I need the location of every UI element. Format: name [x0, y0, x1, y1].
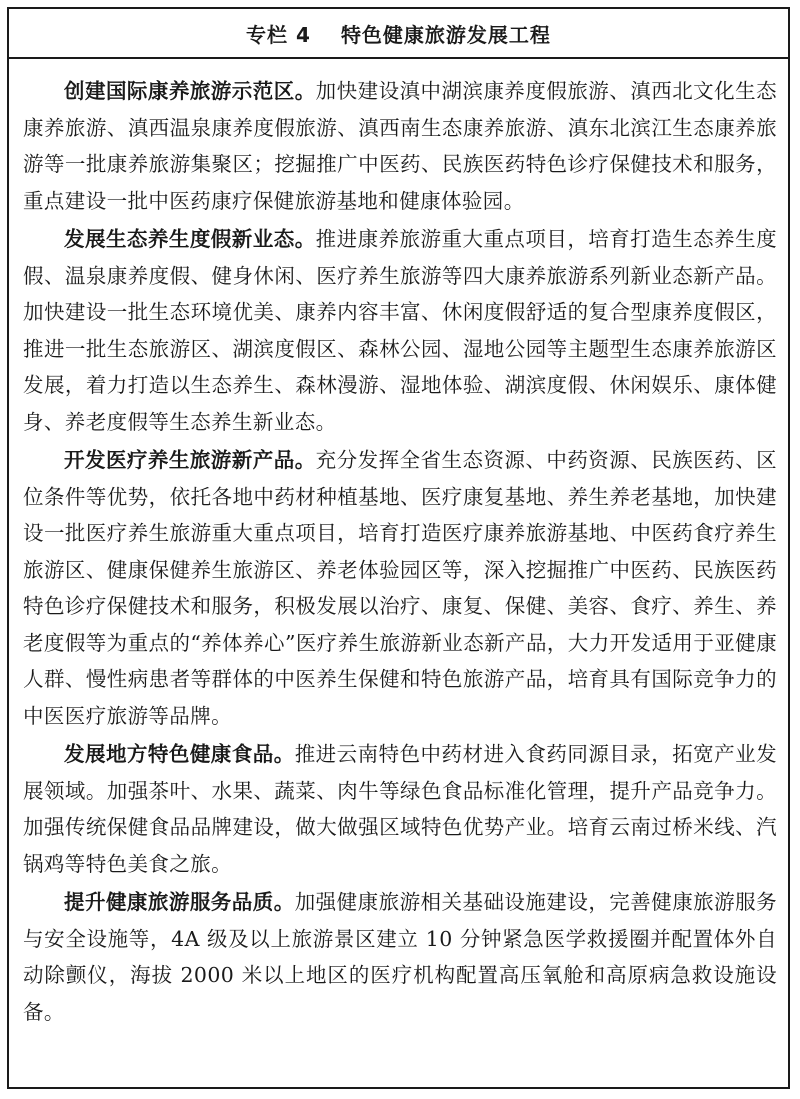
paragraph-body: 加快建设滇中湖滨康养度假旅游、滇西北文化生态康养旅游、滇西温泉康养度假旅游、滇西南生态康养旅游、滇东北滨江生态康养旅游等一批康养旅游集聚区；挖掘推广中医药、民族医药特色诊疗保健技术和服务，重点建设一批中医药康疗保健旅游基地和健康体验园。 [23, 79, 777, 213]
paragraph-lead: 开发医疗养生旅游新产品。 [64, 448, 316, 472]
paragraph-medical-tourism [23, 442, 777, 734]
paragraph-local-food [23, 736, 777, 882]
feature-box [7, 7, 790, 1089]
paragraph-body: 推进云南特色中药材进入食药同源目录，拓宽产业发展领域。加强茶叶、水果、蔬菜、肉牛等绿色食品标准化管理，提升产品竞争力。加强传统保健食品品牌建设，做大做强区域特色优势产业。培育云南过桥米线、汽锅鸡等特色美食之旅。 [23, 742, 777, 876]
paragraph-lead: 创建国际康养旅游示范区。 [64, 79, 316, 103]
paragraph-lead: 发展地方特色健康食品。 [64, 742, 295, 766]
paragraph-lead: 提升健康旅游服务品质。 [64, 890, 295, 914]
box-label: 专栏 4 [246, 22, 311, 47]
paragraph-body: 充分发挥全省生态资源、中药资源、民族医药、区位条件等优势，依托各地中药材种植基地、医疗康复基地、养生养老基地，加快建设一批医疗养生旅游重大重点项目，培育打造医疗康养旅游基地、中医药食疗养生旅游区、健康保健养生旅游区、养老体验园区等，深入挖掘推广中医药、民族医药特色诊疗保健技术和服务，积极发展以治疗、康复、保健、美容、食疗、养生、养老度假等为重点的“养体养心”医疗养生旅游新业态新产品，大力开发适用于亚健康人群、慢性病患者等群体的中医养生保健和特色旅游产品，培育具有国际竞争力的中医医疗旅游等品牌。 [23, 448, 777, 728]
box-title: 特色健康旅游发展工程 [340, 22, 551, 47]
paragraph-body: 推进康养旅游重大重点项目，培育打造生态养生度假、温泉康养度假、健身休闲、医疗养生旅游等四大康养旅游系列新业态新产品。加快建设一批生态环境优美、康养内容丰富、休闲度假舒适的复合型康养度假区，推进一批生态旅游区、湖滨度假区、森林公园、湿地公园等主题型生态康养旅游区发展，着力打造以生态养生、森林漫游、湿地体验、湖滨度假、休闲娱乐、康体健身、养老度假等生态养生新业态。 [23, 227, 777, 434]
box-content [9, 59, 788, 1030]
paragraph-international-wellness [23, 73, 777, 219]
paragraph-service-quality [23, 884, 777, 1030]
paragraph-ecological-health [23, 221, 777, 440]
box-header [9, 9, 788, 59]
paragraph-body: 加强健康旅游相关基础设施建设，完善健康旅游服务与安全设施等，4A 级及以上旅游景区建立 10 分钟紧急医学救援圈并配置体外自动除颤仪，海拔 2000 米以上地区的医疗机构配置高压氧舱和高原病急救设施设备。 [23, 890, 777, 1024]
paragraph-lead: 发展生态养生度假新业态。 [64, 227, 316, 251]
